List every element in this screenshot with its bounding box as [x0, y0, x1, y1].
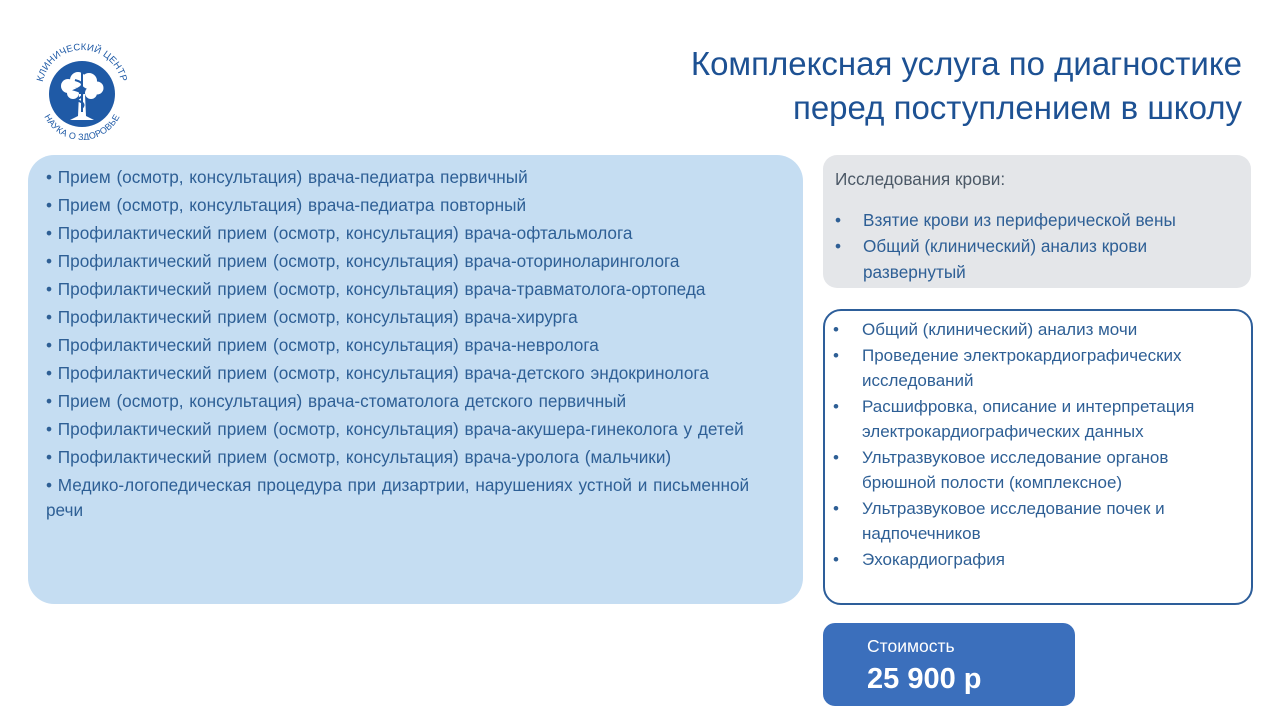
- diagnostics-list: [833, 317, 1241, 572]
- diagnostic-label: Расшифровка, описание и интерпретация электрокардиографических данных: [862, 396, 1195, 441]
- logo-bottom-text: НАУКА О ЗДОРОВЬЕ: [42, 112, 122, 140]
- consultation-item: • Профилактический прием (осмотр, консультация) врача-офтальмолога: [46, 223, 633, 243]
- clinic-logo: [28, 28, 136, 140]
- diagnostic-item: [833, 547, 1241, 573]
- bullet-icon: •: [833, 549, 839, 569]
- diagnostics-panel: [823, 309, 1253, 605]
- diagnostic-item: [833, 343, 1241, 394]
- logo-emblem: [28, 28, 136, 140]
- page-title: [482, 42, 1242, 130]
- diagnostic-item: [833, 394, 1241, 445]
- diagnostic-item: [833, 496, 1241, 547]
- consultation-item: • Прием (осмотр, консультация) врача-педиатра первичный: [46, 167, 528, 187]
- blood-test-label: Общий (клинический) анализ крови развернутый: [863, 236, 1148, 282]
- bullet-icon: •: [835, 210, 842, 230]
- diagnostic-label: Общий (клинический) анализ мочи: [862, 320, 1138, 339]
- consultation-item: • Профилактический прием (осмотр, консультация) врача-хирурга: [46, 307, 578, 327]
- consultation-item: • Профилактический прием (осмотр, консультация) врача-травматолога-ортопеда: [46, 279, 706, 299]
- diagnostic-label: Проведение электрокардиографических исследований: [862, 345, 1182, 390]
- blood-tests-list: [835, 207, 1239, 285]
- title-line-1: Комплексная услуга по диагностике: [690, 45, 1242, 82]
- blood-tests-panel: [823, 155, 1251, 288]
- consultation-item: • Профилактический прием (осмотр, консультация) врача-детского эндокринолога: [46, 363, 709, 383]
- blood-test-label: Взятие крови из периферической вены: [863, 210, 1176, 230]
- blood-test-item: [835, 207, 1239, 233]
- consultation-item: • Профилактический прием (осмотр, консультация) врача-оториноларинголога: [46, 251, 680, 271]
- price-label: Стоимость: [867, 636, 955, 656]
- consultation-item: • Профилактический прием (осмотр, консультация) врача-акушера-гинеколога у детей: [46, 419, 744, 439]
- bullet-icon: •: [833, 396, 839, 416]
- consultations-panel: [28, 155, 803, 604]
- consultation-item: • Прием (осмотр, консультация) врача-педиатра повторный: [46, 195, 527, 215]
- price-badge: [823, 623, 1075, 706]
- diagnostic-item: [833, 445, 1241, 496]
- consultations-list: [46, 165, 789, 523]
- consultation-item: • Медико-логопедическая процедура при дизартрии, нарушениях устной и письменной речи: [46, 475, 750, 520]
- diagnostic-label: Ультразвуковое исследование органов брюшной полости (комплексное): [862, 447, 1169, 492]
- consultation-item: • Прием (осмотр, консультация) врача-стоматолога детского первичный: [46, 391, 627, 411]
- diagnostic-item: [833, 317, 1241, 343]
- diagnostic-label: Эхокардиография: [862, 549, 1005, 569]
- price-value: 25 900 р: [867, 663, 982, 695]
- bullet-icon: •: [833, 345, 839, 365]
- blood-tests-title: Исследования крови:: [835, 169, 1006, 189]
- title-line-2: перед поступлением в школу: [792, 89, 1242, 126]
- consultation-item: • Профилактический прием (осмотр, консультация) врача-уролога (мальчики): [46, 447, 672, 467]
- logo-top-text: КЛИНИЧЕСКИЙ ЦЕНТР: [34, 41, 130, 83]
- bullet-icon: •: [833, 498, 839, 518]
- bullet-icon: •: [833, 447, 839, 467]
- blood-test-item: [835, 233, 1239, 285]
- bullet-icon: •: [833, 320, 839, 339]
- bullet-icon: •: [835, 236, 842, 256]
- diagnostic-label: Ультразвуковое исследование почек и надпочечников: [862, 498, 1165, 543]
- consultation-item: • Профилактический прием (осмотр, консультация) врача-невролога: [46, 335, 599, 355]
